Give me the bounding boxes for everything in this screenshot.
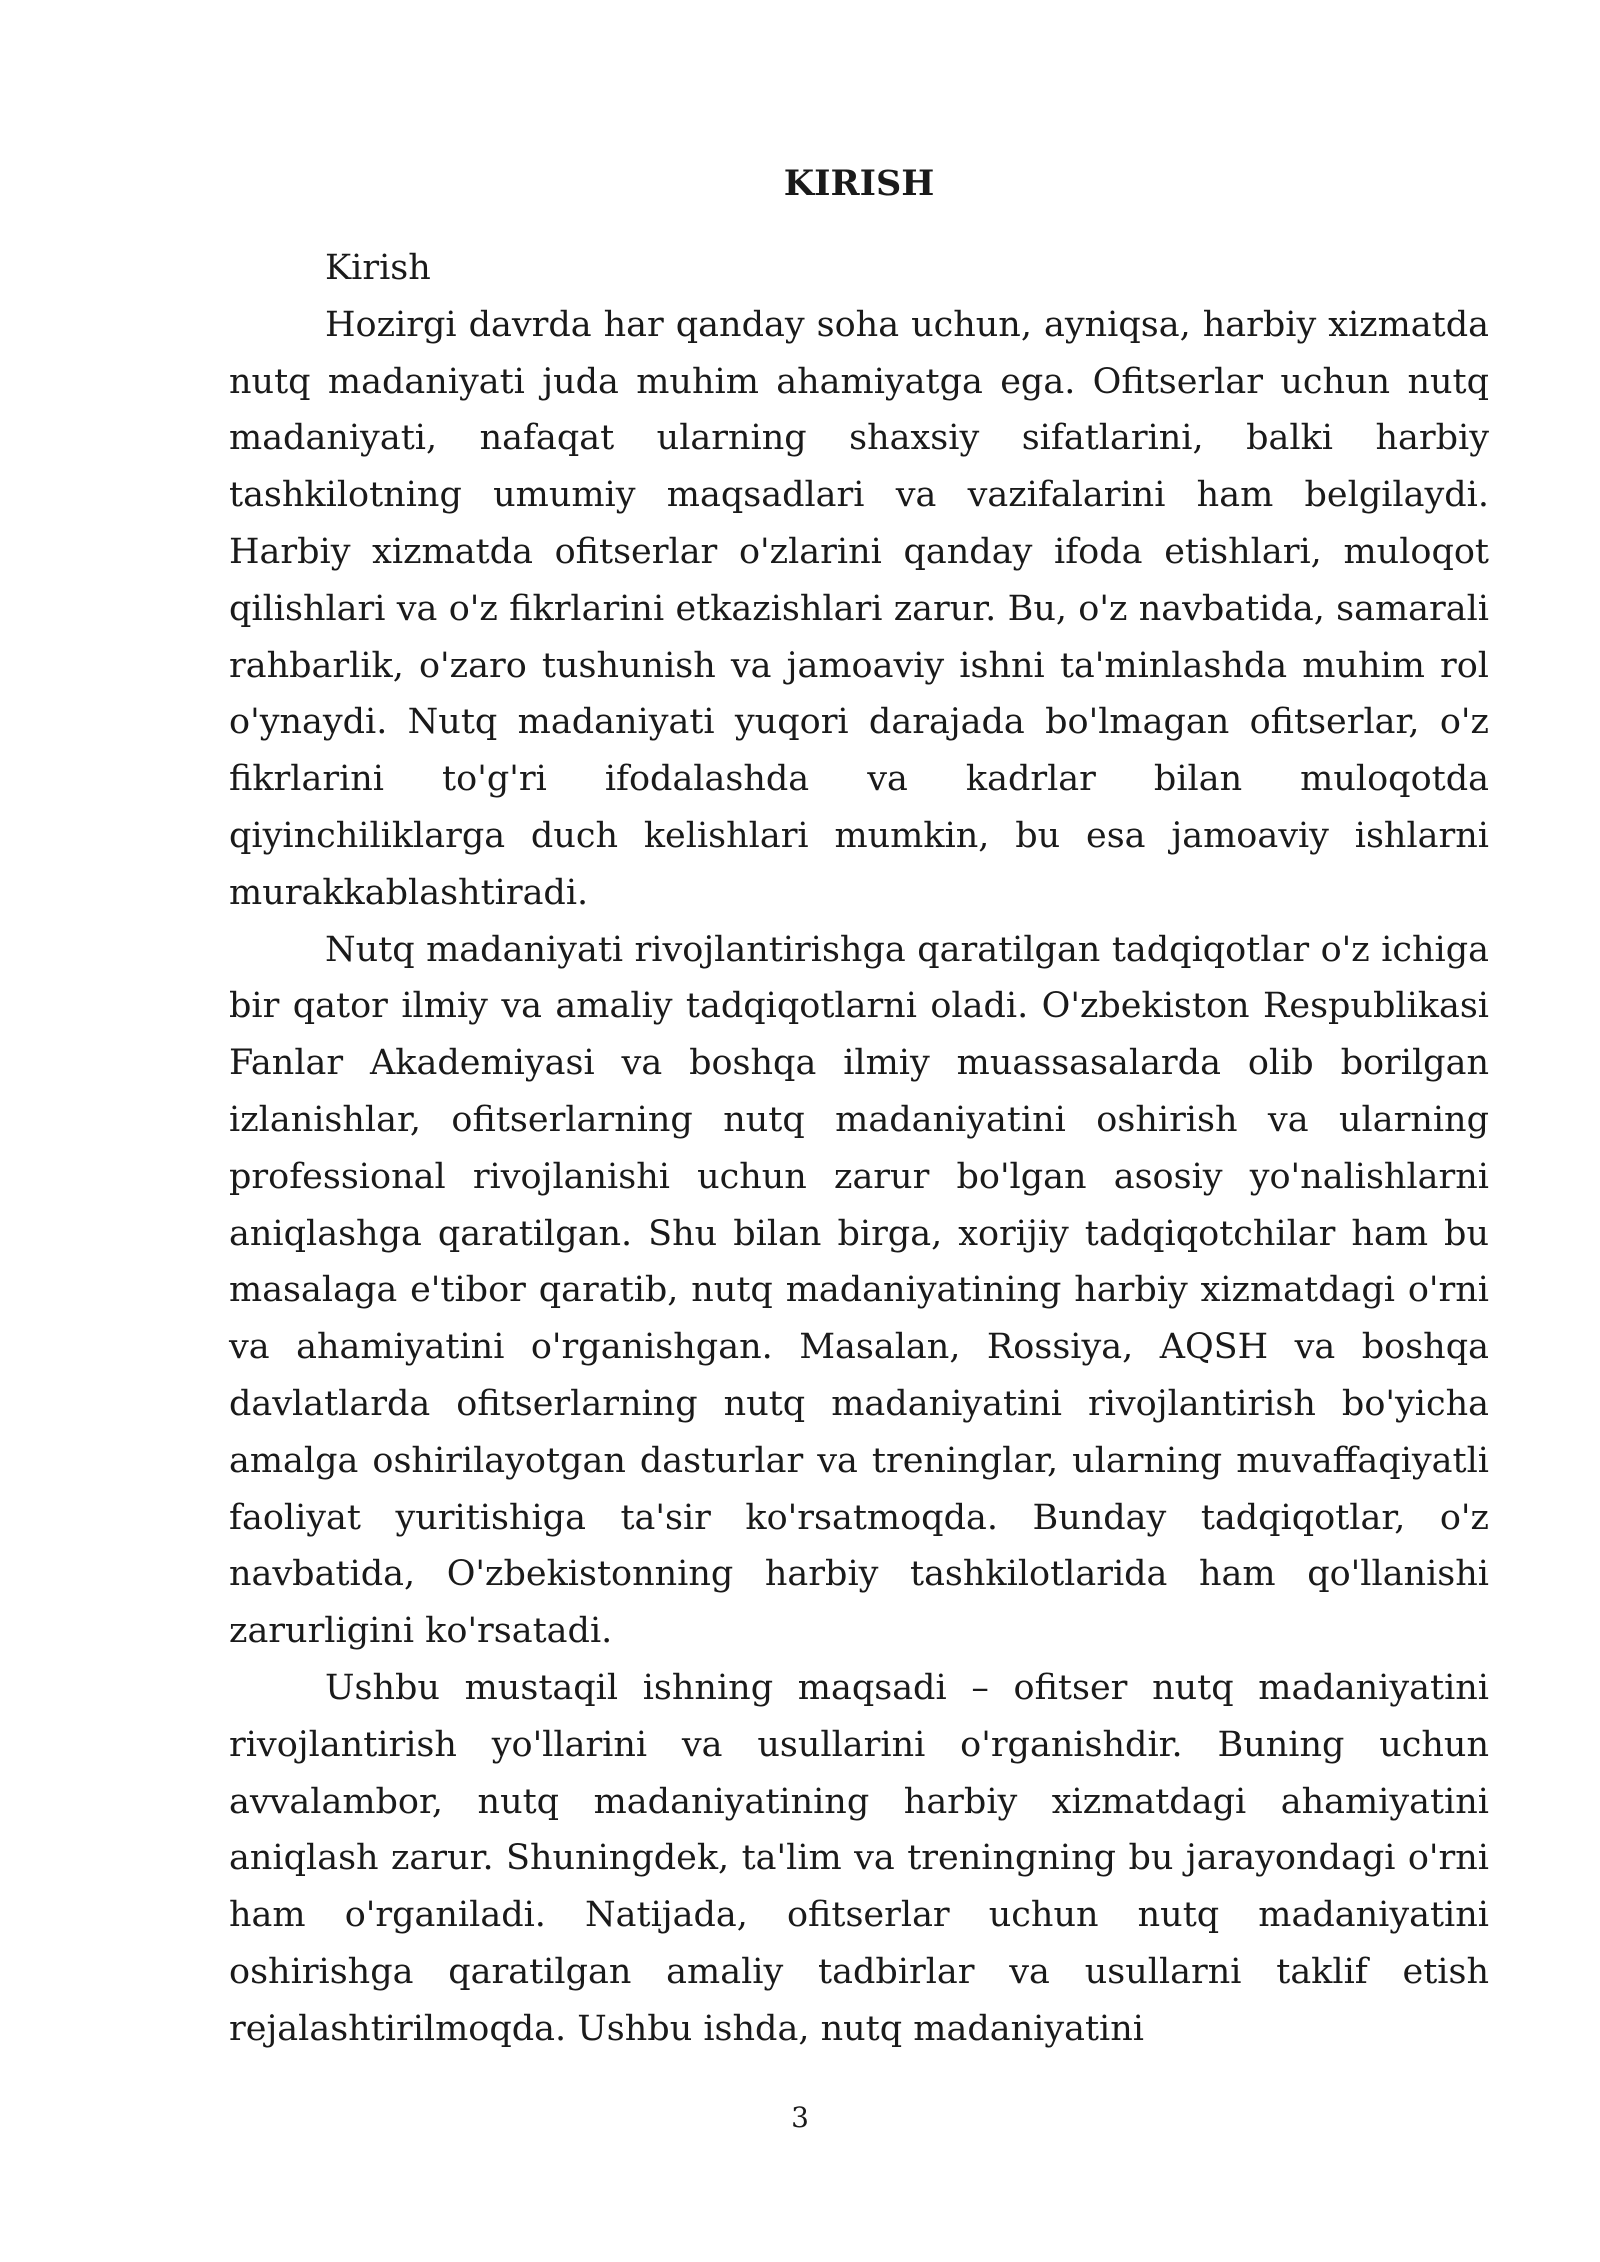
paragraph-goal: Ushbu mustaqil ishning maqsadi – ofitser nutq madaniyatini rivojlantirish yo'llarini va usullarini o'rganishdir. Buning uchun avvalambor, nutq madaniyatining harbiy xizmatdagi ahamiyatini aniqlash zarur. Shuningdek, ta'lim va treningning bu jarayondagi o'rni ham o'rganiladi. Natijada, ofitserlar uchun nutq madaniyatini oshirishga qaratilgan amaliy tadbirlar va usullarni taklif etish rejalashtirilmoqda. Ushbu ishda, nutq madaniyatini — [229, 1667, 1489, 2049]
page-content — [229, 152, 1489, 2058]
page-number: 3 — [791, 2101, 809, 2134]
paragraph-research: Nutq madaniyati rivojlantirishga qaratilgan tadqiqotlar o'z ichiga bir qator ilmiy va amaliy tadqiqotlarni oladi. O'zbekiston Respublikasi Fanlar Akademiyasi va boshqa ilmiy muassasalarda olib borilgan izlanishlar, ofitserlarning nutq madaniyatini oshirish va ularning professional rivojlanishi uchun zarur bo'lgan asosiy yo'nalishlarni aniqlashga qaratilgan. Shu bilan birga, xorijiy tadqiqotchilar ham bu masalaga e'tibor qaratib, nutq madaniyatining harbiy xizmatdagi o'rni va ahamiyatini o'rganishgan. Masalan, Rossiya, AQSH va boshqa davlatlarda ofitserlarning nutq madaniyatini rivojlantirish bo'yicha amalga oshirilayotgan dasturlar va treninglar, ularning muvaffaqiyatli faoliyat yuritishiga ta'sir ko'rsatmoqda. Bunday tadqiqotlar, o'z navbatida, O'zbekistonning harbiy tashkilotlarida ham qo'llanishi zarurligini ko'rsatadi. — [229, 929, 1489, 1652]
section-title: KIRISH — [783, 163, 935, 204]
paragraph-kirish: Kirish — [325, 248, 431, 288]
paragraph-intro: Hozirgi davrda har qanday soha uchun, ayniqsa, harbiy xizmatda nutq madaniyati juda muhim ahamiyatga ega. Ofitserlar uchun nutq madaniyati, nafaqat ularning shaxsiy sifatlarini, balki harbiy tashkilotning umumiy maqsadlari va vazifalarini ham belgilaydi. Harbiy xizmatda ofitserlar o'zlarini qanday ifoda etishlari, muloqot qilishlari va o'z fikrlarini etkazishlari zarur. Bu, o'z navbatida, samarali rahbarlik, o'zaro tushunish va jamoaviy ishni ta'minlashda muhim rol o'ynaydi. Nutq madaniyati yuqori darajada bo'lmagan ofitserlar, o'z fikrlarini to'g'ri ifodalashda va kadrlar bilan muloqotda qiyinchiliklarga duch kelishlari mumkin, bu esa jamoaviy ishlarni murakkablashtiradi. — [229, 304, 1489, 913]
